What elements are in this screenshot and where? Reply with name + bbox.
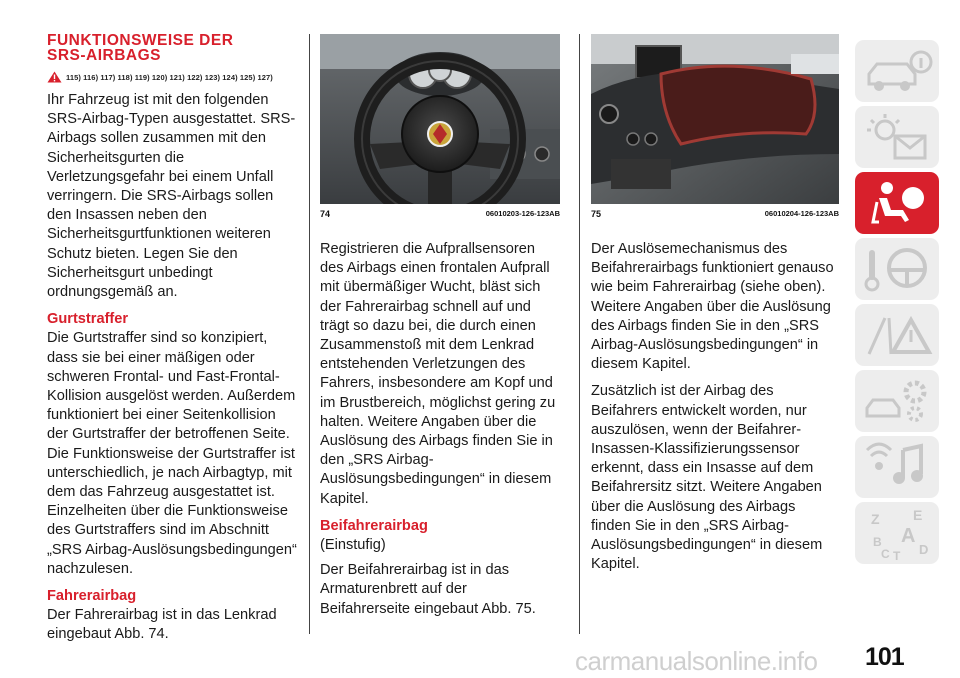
section-heading-line2: SRS-AIRBAGS — [47, 47, 162, 64]
figure-75-code: 06010204-126-123AB — [764, 209, 839, 218]
warning-triangle-icon — [47, 71, 62, 83]
section-heading-line1: FUNKTIONSWEISE DER — [47, 32, 234, 49]
index-letter-a: A — [901, 525, 916, 547]
figure-75-number: 75 — [591, 209, 602, 219]
tab-index[interactable] — [855, 502, 939, 564]
figure-74-caption — [320, 209, 560, 219]
figure-74-number: 74 — [320, 209, 331, 219]
tab-safety[interactable] — [855, 172, 939, 234]
warning-references: 115) 116) 117) 118) 119) 120) 121) 122) 123) 124) 125) 127) — [66, 72, 273, 82]
page-number: 101 — [865, 643, 904, 671]
road-warning-triangle-icon — [855, 304, 939, 366]
tab-multimedia[interactable] — [855, 436, 939, 498]
car-service-gears-icon — [855, 370, 939, 432]
tab-starting-driving[interactable] — [855, 238, 939, 300]
watermark: carmanualsonline.info — [575, 646, 818, 676]
index-letter-b: B — [873, 535, 882, 549]
figure-75-caption — [591, 209, 839, 219]
column-1 — [47, 91, 297, 645]
column-divider-2 — [579, 34, 580, 634]
fahrerairbag-paragraph: Der Fahrerairbag ist in das Lenkrad eingebaut Abb. 74. — [47, 607, 277, 643]
index-letter-c: C — [881, 547, 890, 561]
index-letter-z: Z — [871, 511, 880, 527]
tab-warning-lights[interactable] — [855, 106, 939, 168]
alphabet-index-icon — [855, 502, 939, 564]
figure-74-code: 06010203-126-123AB — [485, 209, 560, 218]
figure-75-passenger-airbag — [591, 34, 839, 204]
warning-reference-row — [47, 71, 273, 83]
gurtstraffer-paragraph: Die Gurtstraffer sind so konzipiert, dass sie bei einer mäßigen oder schweren Frontal- und Fast-Frontal-Kollision ausgelöst werden. Außerdem funktioniert bei einer Seitenkollision der Gurtstraffer der betroffenen Seite. Die Funktionsweise der Gurtstraffer ist unterschiedlich, je nach Airbagtyp, mit dem das Fahrzeug ausgestattet ist. Einzelheiten über die Funktionsweise des Gurtstraffers sind im Abschnitt „SRS Airbag-Auslösungsbedingungen“ nachzulesen. — [47, 330, 297, 577]
figure-74-steering-wheel — [320, 34, 560, 204]
intro-paragraph: Ihr Fahrzeug ist mit den folgenden SRS-Airbag-Typen ausgestattet. SRS-Airbags sollen zusammen mit den Sicherheitsgurten die Verletzungsgefahr bei einem Unfall verringern. Die SRS-Airbags sollen den Insassen neben den Sicherheitsgurtfunktionen weiteren Schutz bieten. Legen Sie den Sicherheitsgurt unbedingt ordnungsgemäß an. — [47, 92, 296, 301]
subheading-fahrerairbag: Fahrerairbag — [47, 588, 137, 605]
column-3 — [591, 240, 839, 574]
tab-maintenance[interactable] — [855, 370, 939, 432]
passenger-airbag-mechanism-paragraph: Der Auslösemechanismus des Beifahrerairbags funktioniert genauso wie beim Fahrerairbag (siehe oben). Weitere Angaben über die Auslösung des Airbags finden Sie in den „SRS Airbag-Auslösungsbedingungen“ in diesem Kapitel. — [591, 241, 834, 373]
single-stage-note: (Einstufig) — [320, 537, 386, 554]
subheading-beifahrerairbag: Beifahrerairbag — [320, 517, 428, 534]
column-2 — [320, 240, 560, 619]
tab-emergency[interactable] — [855, 304, 939, 366]
section-heading — [47, 33, 233, 63]
occupant-sensor-paragraph: Zusätzlich ist der Airbag des Beifahrers entwickelt worden, nur auszulösen, wenn der Beifahrer-Insassen-Klassifizierungssensor erkennt, dass ein Insasse auf dem Beifahrersitz sitzt. Weitere Angaben über die Auslösung des Airbags finden Sie in den „SRS Airbag-Auslösungsbedingungen“ in diesem Kapitel. — [591, 383, 823, 573]
index-letter-e: E — [913, 507, 923, 523]
tab-vehicle-info[interactable] — [855, 40, 939, 102]
column-divider-1 — [309, 34, 310, 634]
index-letter-t: T — [893, 549, 901, 563]
subheading-gurtstraffer: Gurtstraffer — [47, 311, 129, 328]
multimedia-music-icon — [855, 436, 939, 498]
index-letter-d: D — [919, 542, 929, 557]
driver-airbag-paragraph: Registrieren die Aufprallsensoren des Airbags einen frontalen Aufprall mit übermäßiger Wucht, bläst sich der Fahrerairbag schnell auf und trägt so dazu bei, die durch einen Zusammenstoß mit dem Lenkrad entstehenden Verletzungen des Fahrers, insbesondere am Kopf und im Brustbereich, möglichst gering zu halten. Weitere Angaben über die Auslösung des Airbags finden Sie in den „SRS Airbag-Auslösungsbedingungen“ in diesem Kapitel. — [320, 241, 556, 507]
key-steering-wheel-icon — [855, 238, 939, 300]
car-info-icon — [855, 40, 939, 102]
passenger-airbag-location-paragraph: Der Beifahrerairbag ist in das Armaturenbrett auf der Beifahrerseite eingebaut Abb. 75. — [320, 562, 536, 617]
warning-light-envelope-icon — [855, 106, 939, 168]
airbag-passenger-icon — [855, 172, 939, 234]
